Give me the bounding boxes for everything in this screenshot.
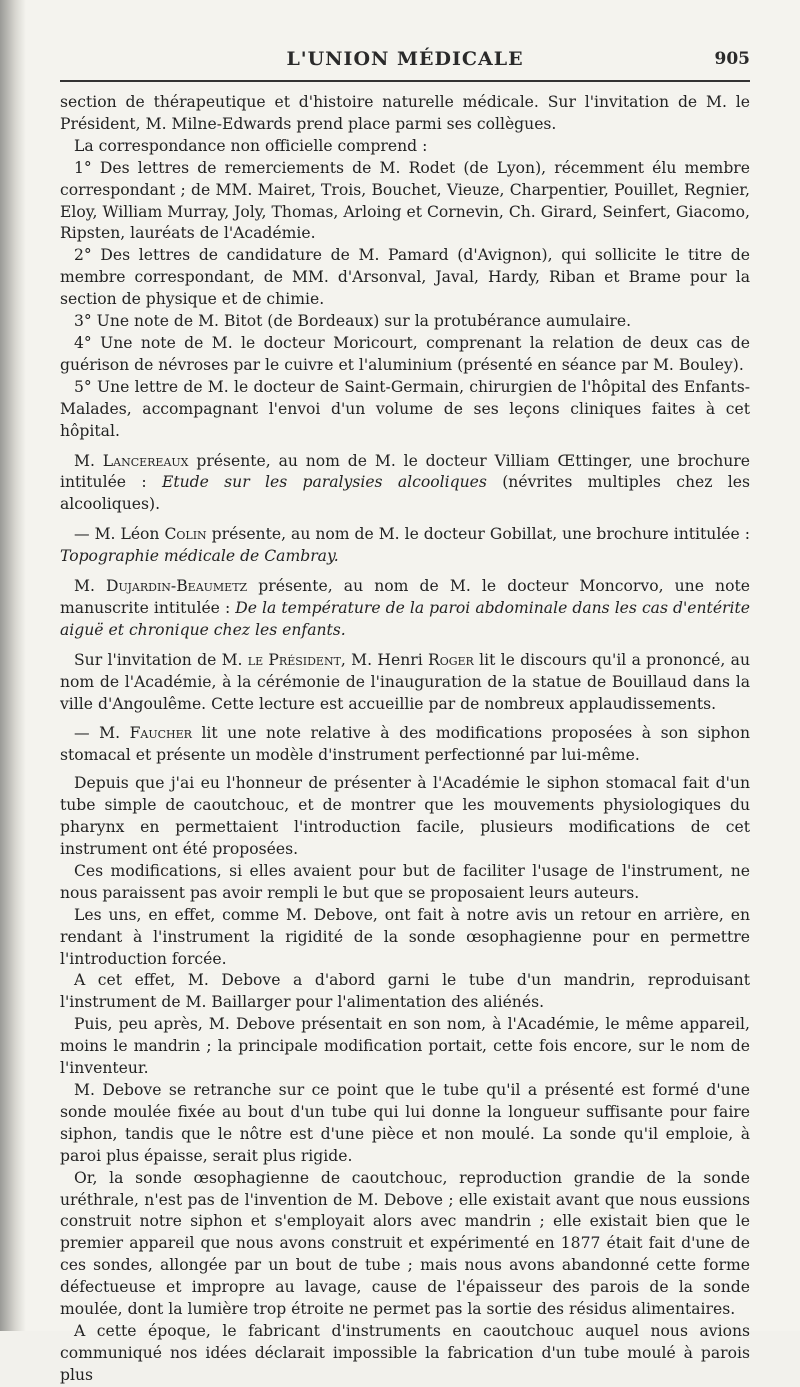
paragraph: Les uns, en effet, comme M. Debove, ont fait à notre avis un retour en arrière, en rendant à l'instrument la rigidité de la sonde œsophagienne pour en permettre l'introduction forcée. xyxy=(60,905,750,968)
paragraph: 4° Une note de M. le docteur Moricourt, comprenant la relation de deux cas de guérison de névroses par le cuivre et l'aluminium (présenté en séance par M. Bouley). xyxy=(60,333,750,374)
paragraph: M. Lancereaux présente, au nom de M. le docteur Villiam Œttinger, une brochure intitulée : Etude sur les paralysies alcooliques (névrites multiples chez les alcooliques). xyxy=(60,451,750,514)
page-number: 905 xyxy=(714,49,750,69)
paragraph: — M. Faucher lit une note relative à des modifications proposées à son siphon stomacal et présente un modèle d'instrument perfectionné par lui-même. xyxy=(60,724,750,765)
header-rule xyxy=(60,80,750,82)
paragraph: section de thérapeutique et d'histoire naturelle médicale. Sur l'invitation de M. le Président, M. Milne-Edwards prend place parmi ses collègues. xyxy=(60,93,750,133)
paragraph: 1° Des lettres de remerciements de M. Rodet (de Lyon), récemment élu membre correspondant ; de MM. Mairet, Trois, Bouchet, Vieuze, Charpentier, Pouillet, Regnier, Eloy, William Murray, Joly, Thomas, Arloing et Cornevin, Ch. Girard, Seinfert, Giacomo, Ripsten, lauréats de l'Académie. xyxy=(60,158,750,243)
paragraph: Ces modifications, si elles avaient pour but de faciliter l'usage de l'instrument, ne nous paraissent pas avoir rempli le but que se proposaient leurs auteurs. xyxy=(60,861,750,902)
author-name: Colin xyxy=(164,525,207,544)
paragraph: A cet effet, M. Debove a d'abord garni le tube d'un mandrin, reproduisant l'instrument de M. Baillarger pour l'alimentation des aliénés. xyxy=(60,971,750,1012)
work-title: De la température de la paroi abdominale dans les cas d'entérite aiguë et chronique chez les enfants. xyxy=(60,598,750,639)
paragraph: Puis, peu après, M. Debove présentait en son nom, à l'Académie, le même appareil, moins le mandrin ; la principale modification portait, cette fois encore, sur le nom de l'inventeur. xyxy=(60,1015,750,1078)
paragraph: M. Debove se retranche sur ce point que le tube qu'il a présenté est formé d'une sonde moulée fixée au bout d'un tube qui lui donne la longueur suffisante pour faire siphon, tandis que le nôtre est d'une pièce et non moulé. La sonde qu'il emploie, à paroi plus épaisse, serait plus rigide. xyxy=(60,1080,750,1165)
work-title: Etude sur les paralysies alcooliques xyxy=(161,473,487,492)
author-name: Dujardin-Beaumetz xyxy=(106,577,248,596)
paragraph: 2° Des lettres de candidature de M. Pamard (d'Avignon), qui sollicite le titre de membre correspondant, de MM. d'Arsonval, Javal, Hardy, Riban et Brame pour la section de physique et de chimie. xyxy=(60,246,750,309)
author-name: Roger xyxy=(427,650,474,669)
paragraph: La correspondance non officielle comprend : xyxy=(74,136,428,155)
paragraph: Or, la sonde œsophagienne de caoutchouc, reproduction grandie de la sonde uréthrale, n'est pas de l'invention de M. Debove ; elle existait avant que nous eussions construit notre siphon et s'employait alors avec mandrin ; elle existait bien que le premier appareil que nous avons construit et expérimenté en 1877 était fait d'une de ces sondes, allongée par un bout de tube ; mais nous avons abandonné cette forme défectueuse et impropre au lavage, cause de l'épaisseur des parois de la sonde moulée, dont la lumière trop étroite ne permet pas la sortie des résidus alimentaires. xyxy=(60,1168,750,1319)
author-name: le Président xyxy=(247,650,341,669)
article-body xyxy=(60,92,750,1387)
paragraph: Depuis que j'ai eu l'honneur de présenter à l'Académie le siphon stomacal fait d'un tube simple de caoutchouc, et de montrer que les mouvements physiologiques du pharynx en permettaient l'introduction facile, plusieurs modifications de cet instrument ont été proposées. xyxy=(60,774,750,858)
work-title: Topographie médicale de Cambray. xyxy=(60,547,339,566)
paragraph: M. Dujardin-Beaumetz présente, au nom de M. le docteur Moncorvo, une note manuscrite intitulée : De la température de la paroi abdominale dans les cas d'entérite aiguë et chronique chez les enfants. xyxy=(60,577,750,639)
page-header xyxy=(60,46,750,80)
paragraph: — M. Léon Colin présente, au nom de M. le docteur Gobillat, une brochure intitulée : Topographie médicale de Cambray. xyxy=(60,525,750,566)
paragraph: A cette époque, le fabricant d'instruments en caoutchouc auquel nous avions communiqué nos idées déclarait impossible la fabrication d'un tube moulé à parois plus xyxy=(60,1321,750,1384)
paragraph: 5° Une lettre de M. le docteur de Saint-Germain, chirurgien de l'hôpital des Enfants-Malades, accompagnant l'envoi d'un volume de ses leçons cliniques faites à cet hôpital. xyxy=(60,377,750,440)
author-name: Faucher xyxy=(129,724,192,743)
paragraph: Sur l'invitation de M. le Président, M. Henri Roger lit le discours qu'il a prononcé, au nom de l'Académie, à la cérémonie de l'inauguration de la statue de Bouillaud dans la ville d'Angoulême. Cette lecture est accueillie par de nombreux applaudissements. xyxy=(60,650,750,713)
paragraph: 3° Une note de M. Bitot (de Bordeaux) sur la protubérance aumulaire. xyxy=(74,312,632,331)
running-title: L'UNION MÉDICALE xyxy=(286,48,524,70)
author-name: Lancereaux xyxy=(102,451,189,470)
